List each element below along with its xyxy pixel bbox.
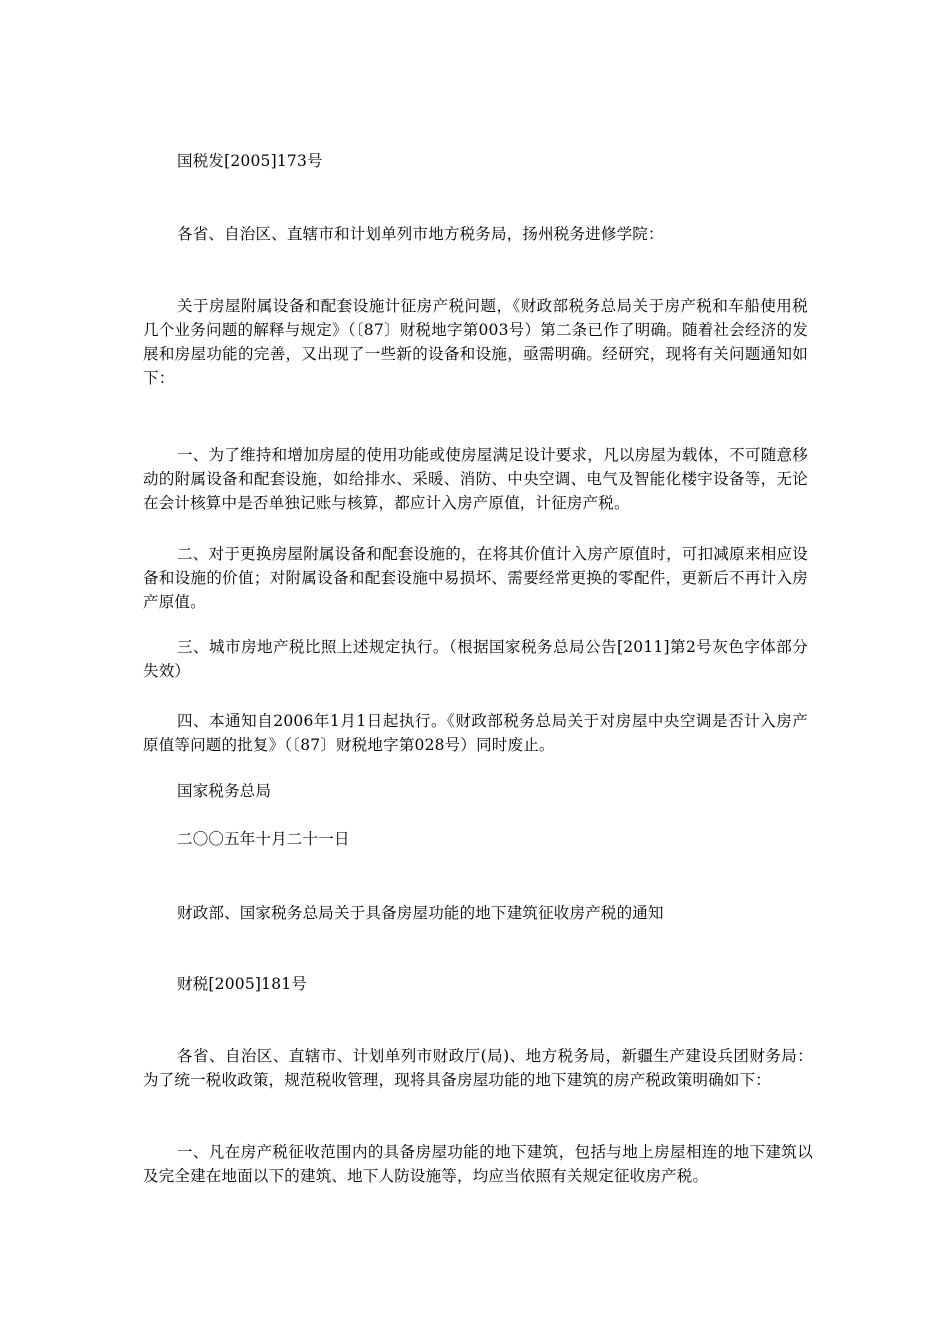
item-4-paragraph: 四、本通知自2006年1月1日起执行。《财政部税务总局关于对房屋中央空调是否计入房产原值等问题的批复》（〔87〕财税地字第028号）同时废止。: [143, 712, 808, 754]
item-3-paragraph: 三、城市房地产税比照上述规定执行。（根据国家税务总局公告[2011]第2号灰色字体部分失效）: [143, 638, 808, 680]
second-doc-number: 财税[2005]181号: [177, 975, 308, 993]
intro-paragraph: 关于房屋附属设备和配套设施计征房产税问题，《财政部税务总局关于房产税和车船使用税几个业务问题的解释与规定》（〔87〕财税地字第003号）第二条已作了明确。随着社会经济的发展和房屋功能的完善，又出现了一些新的设备和设施，亟需明确。经研究，现将有关问题通知如下：: [143, 297, 808, 387]
second-addressee-paragraph: 各省、自治区、直辖市、计划单列市财政厅(局)、地方税务局，新疆生产建设兵团财务局：为了统一税收政策，规范税收管理，现将具备房屋功能的地下建筑的房产税政策明确如下：: [143, 1047, 813, 1089]
addressee: 各省、自治区、直辖市和计划单列市地方税务局，扬州税务进修学院：: [177, 225, 664, 243]
issue-date: 二〇〇五年十月二十一日: [177, 830, 350, 848]
item-2-paragraph: 二、对于更换房屋附属设备和配套设施的，在将其价值计入房产原值时，可扣减原来相应设备和设施的价值；对附属设备和配套设施中易损坏、需要经常更换的零配件，更新后不再计入房产原值。: [143, 545, 808, 611]
doc-number: 国税发[2005]173号: [177, 152, 323, 170]
item-1-paragraph: 一、为了维持和增加房屋的使用功能或使房屋满足设计要求，凡以房屋为载体，不可随意移动的附属设备和配套设施，如给排水、采暖、消防、中央空调、电气及智能化楼宇设备等，无论在会计核算中是否单独记账与核算，都应计入房产原值，计征房产税。: [143, 446, 808, 512]
second-notice-title: 财政部、国家税务总局关于具备房屋功能的地下建筑征收房产税的通知: [177, 904, 664, 922]
issuer: 国家税务总局: [177, 782, 272, 800]
second-item-1-paragraph: 一、凡在房产税征收范围内的具备房屋功能的地下建筑，包括与地上房屋相连的地下建筑以及完全建在地面以下的建筑、地下人防设施等，均应当依照有关规定征收房产税。: [143, 1143, 813, 1185]
